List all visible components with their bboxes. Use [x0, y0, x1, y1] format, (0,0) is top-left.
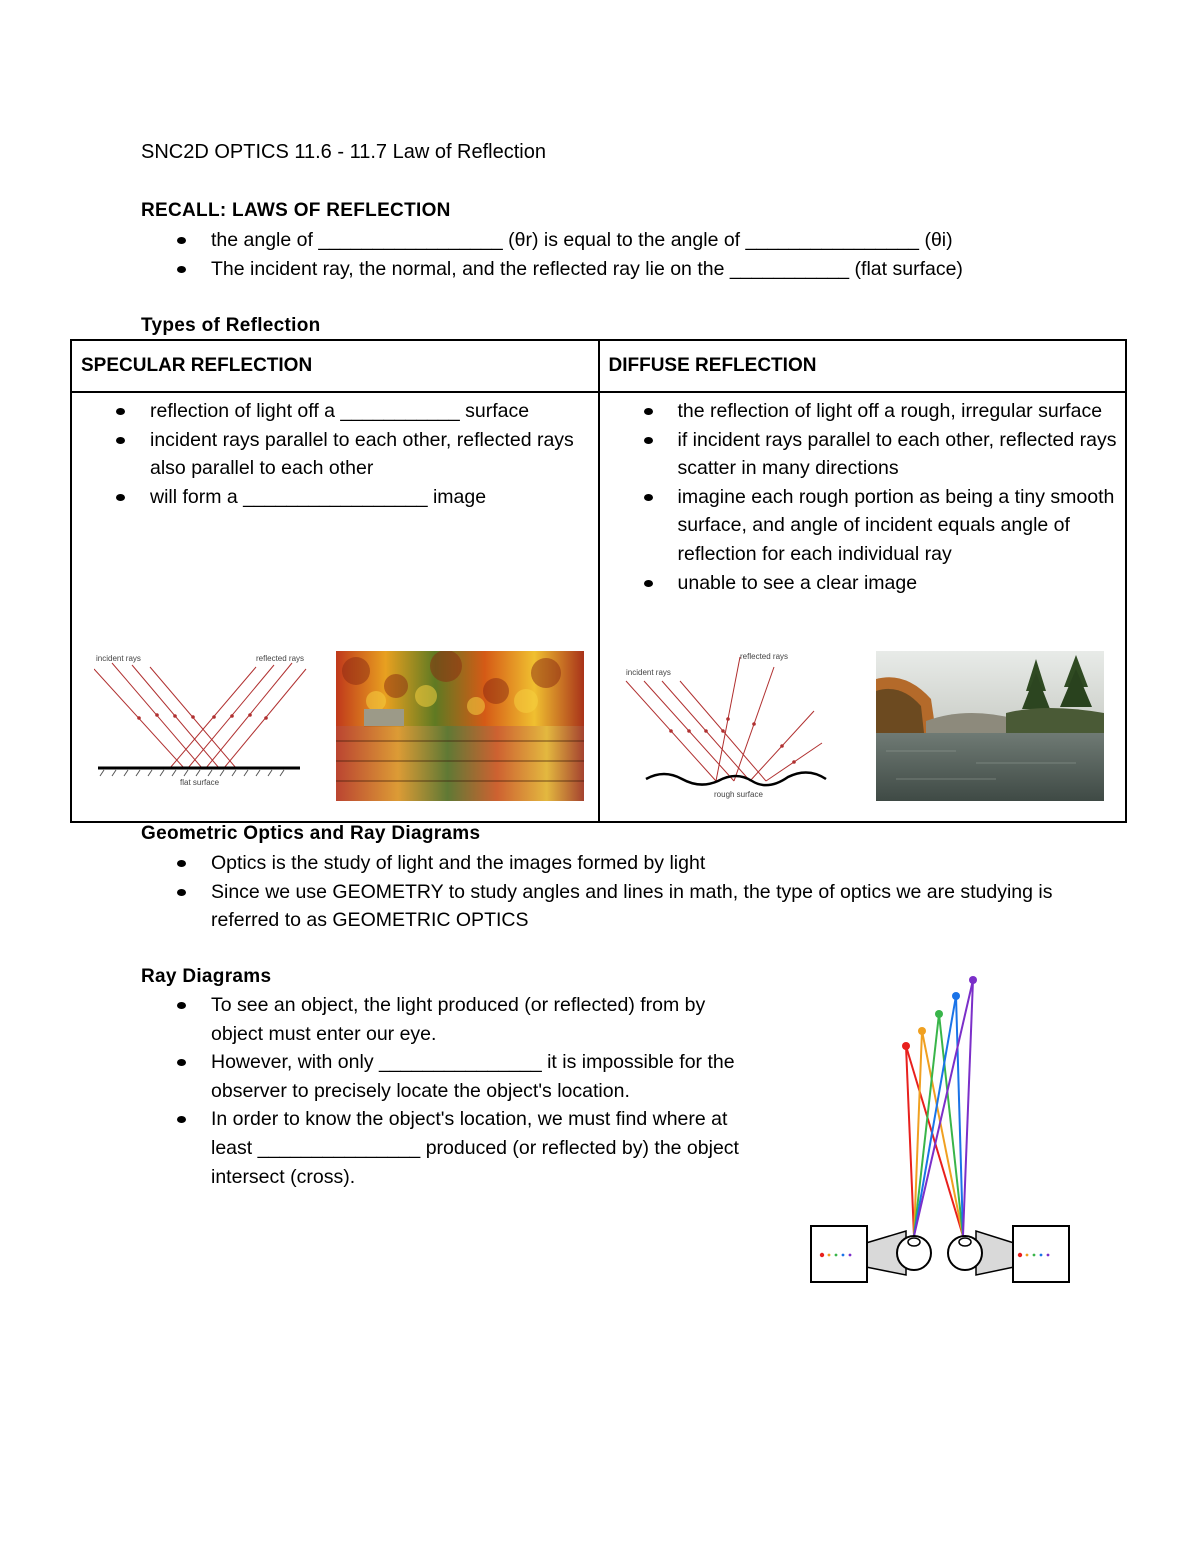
incident-rays-label: incident rays: [96, 654, 141, 663]
ray-diagrams-item: However, with only _______________ it is impossible for the observer to precisely locate the object's location.: [141, 1048, 761, 1105]
image-point: [1047, 1254, 1050, 1257]
image-point: [1040, 1254, 1043, 1257]
diffuse-item: if incident rays parallel to each other, reflected rays scatter in many directions: [600, 426, 1126, 483]
page-title: SNC2D OPTICS 11.6 - 11.7 Law of Reflection: [141, 141, 546, 163]
surface-label: flat surface: [180, 778, 220, 787]
diffuse-header: DIFFUSE REFLECTION: [599, 340, 1127, 392]
light-ray: [906, 1046, 914, 1236]
object-point: [952, 992, 960, 1000]
ray-diagrams-item: To see an object, the light produced (or reflected) from by object must enter our eye.: [141, 991, 761, 1048]
binocular-ray-diagram: [808, 972, 1072, 1288]
specular-item: will form a _________________ image: [72, 483, 598, 512]
object-point: [918, 1027, 926, 1035]
object-point: [902, 1042, 910, 1050]
incident-rays-label: incident rays: [625, 668, 671, 677]
types-heading: Types of Reflection: [141, 315, 321, 336]
image-point: [1026, 1254, 1029, 1257]
reflection-table: [70, 339, 1127, 823]
image-point: [828, 1254, 831, 1257]
autumn-lake-reflection-photo: [336, 651, 584, 801]
geometric-list: [141, 849, 1061, 935]
image-point: [849, 1254, 852, 1257]
recall-list: [141, 226, 1141, 283]
specular-item: reflection of light off a ___________ surface: [72, 397, 598, 426]
specular-ray-diagram: [94, 651, 314, 793]
recall-item: The incident ray, the normal, and the reflected ray lie on the ___________ (flat surface): [141, 255, 1141, 284]
image-point: [835, 1254, 838, 1257]
specular-item: incident rays parallel to each other, reflected rays also parallel to each other: [72, 426, 598, 483]
specular-cell: [72, 393, 598, 821]
diffuse-item: the reflection of light off a rough, irregular surface: [600, 397, 1126, 426]
reflected-rays-label: reflected rays: [256, 654, 305, 663]
diffuse-list: [600, 397, 1126, 597]
recall-item: the angle of _________________ (θr) is equal to the angle of ________________ (θi): [141, 226, 1141, 255]
object-point: [935, 1010, 943, 1018]
light-ray: [922, 1031, 963, 1236]
image-point: [1033, 1254, 1036, 1257]
image-point: [820, 1253, 824, 1257]
image-point: [1018, 1253, 1022, 1257]
ray-diagrams-list: [141, 991, 761, 1191]
recall-heading: RECALL: LAWS OF REFLECTION: [141, 200, 451, 221]
image-point: [842, 1254, 845, 1257]
object-point: [969, 976, 977, 984]
diffuse-cell: [600, 393, 1126, 821]
lake-shore-photo: [876, 651, 1104, 801]
geometric-heading: Geometric Optics and Ray Diagrams: [141, 823, 481, 844]
surface-label: rough surface: [713, 790, 763, 799]
specular-header: SPECULAR REFLECTION: [71, 340, 599, 392]
diffuse-item: imagine each rough portion as being a tiny smooth surface, and angle of incident equals angle of reflection for each individual ray: [600, 483, 1126, 569]
diffuse-item: unable to see a clear image: [600, 569, 1126, 598]
specular-list: [72, 397, 598, 511]
diffuse-ray-diagram: [624, 651, 854, 801]
ray-diagrams-heading: Ray Diagrams: [141, 966, 272, 987]
geometric-item: Optics is the study of light and the images formed by light: [141, 849, 1061, 878]
geometric-item: Since we use GEOMETRY to study angles and lines in math, the type of optics we are studying is referred to as GEOMETRIC OPTICS: [141, 878, 1061, 935]
ray-diagrams-item: In order to know the object's location, we must find where at least _______________ produced (or reflected by) the object intersect (cross).: [141, 1105, 761, 1191]
reflected-rays-label: reflected rays: [739, 652, 788, 661]
